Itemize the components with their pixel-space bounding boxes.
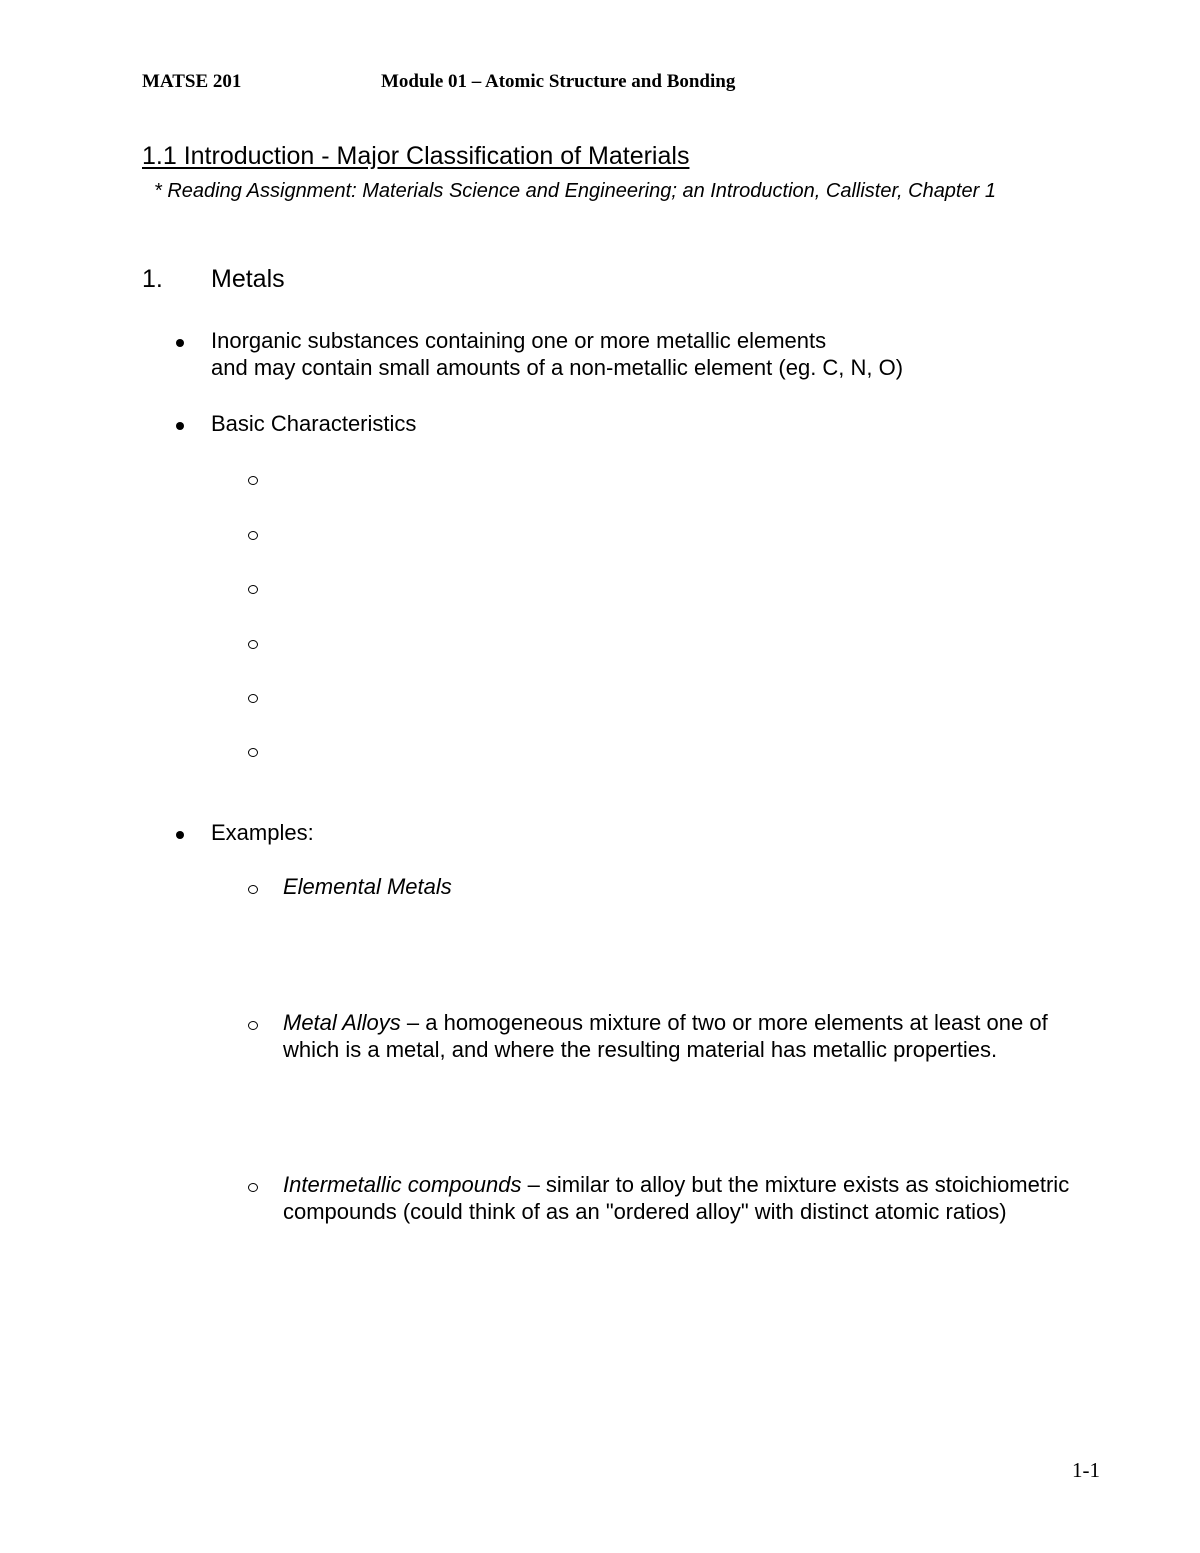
- intermetallic-line-2: compounds (could think of as an "ordered alloy" with distinct atomic ratios): [283, 1199, 1007, 1224]
- elemental-metals-term: Elemental Metals: [283, 874, 452, 899]
- metal-alloys-term: Metal Alloys: [283, 1010, 401, 1035]
- heading-number: 1.: [142, 265, 163, 293]
- intermetallic-definition: – similar to alloy but the mixture exists as stoichiometric: [521, 1172, 1070, 1197]
- sub-bullet-circle-icon: [248, 476, 258, 485]
- sub-bullet-circle-icon: [248, 885, 258, 894]
- characteristics-label: Basic Characteristics: [211, 411, 417, 436]
- metal-alloys-line-2: which is a metal, and where the resulting material has metallic properties.: [283, 1037, 998, 1062]
- metal-alloys-definition: – a homogeneous mixture of two or more elements at least one of: [400, 1010, 1048, 1035]
- intermetallic-term: Intermetallic compounds: [283, 1172, 522, 1197]
- section-title: 1.1 Introduction - Major Classification of Materials: [142, 142, 690, 170]
- sub-bullet-circle-icon: [248, 748, 258, 757]
- examples-label: Examples:: [211, 820, 314, 845]
- page-number: 1-1: [1072, 1458, 1100, 1482]
- metal-alloys-line-1: [283, 1010, 1048, 1036]
- definition-line-1: Inorganic substances containing one or more metallic elements: [211, 328, 827, 353]
- sub-bullet-circle-icon: [248, 694, 258, 703]
- sub-bullet-circle-icon: [248, 531, 258, 540]
- bullet-dot-icon: [176, 831, 184, 839]
- header-module-title: Module 01 – Atomic Structure and Bonding: [381, 71, 736, 92]
- sub-bullet-circle-icon: [248, 585, 258, 594]
- heading-title: Metals: [211, 265, 285, 293]
- sub-bullet-circle-icon: [248, 1183, 258, 1192]
- sub-bullet-circle-icon: [248, 1021, 258, 1030]
- bullet-dot-icon: [176, 339, 184, 347]
- sub-bullet-circle-icon: [248, 640, 258, 649]
- bullet-dot-icon: [176, 422, 184, 430]
- definition-line-2: and may contain small amounts of a non-metallic element (eg. C, N, O): [211, 355, 904, 380]
- intermetallic-line-1: [283, 1172, 1069, 1198]
- header-course: MATSE 201: [142, 71, 242, 92]
- reading-assignment: * Reading Assignment: Materials Science and Engineering; an Introduction, Callister, Chapter 1: [154, 180, 996, 202]
